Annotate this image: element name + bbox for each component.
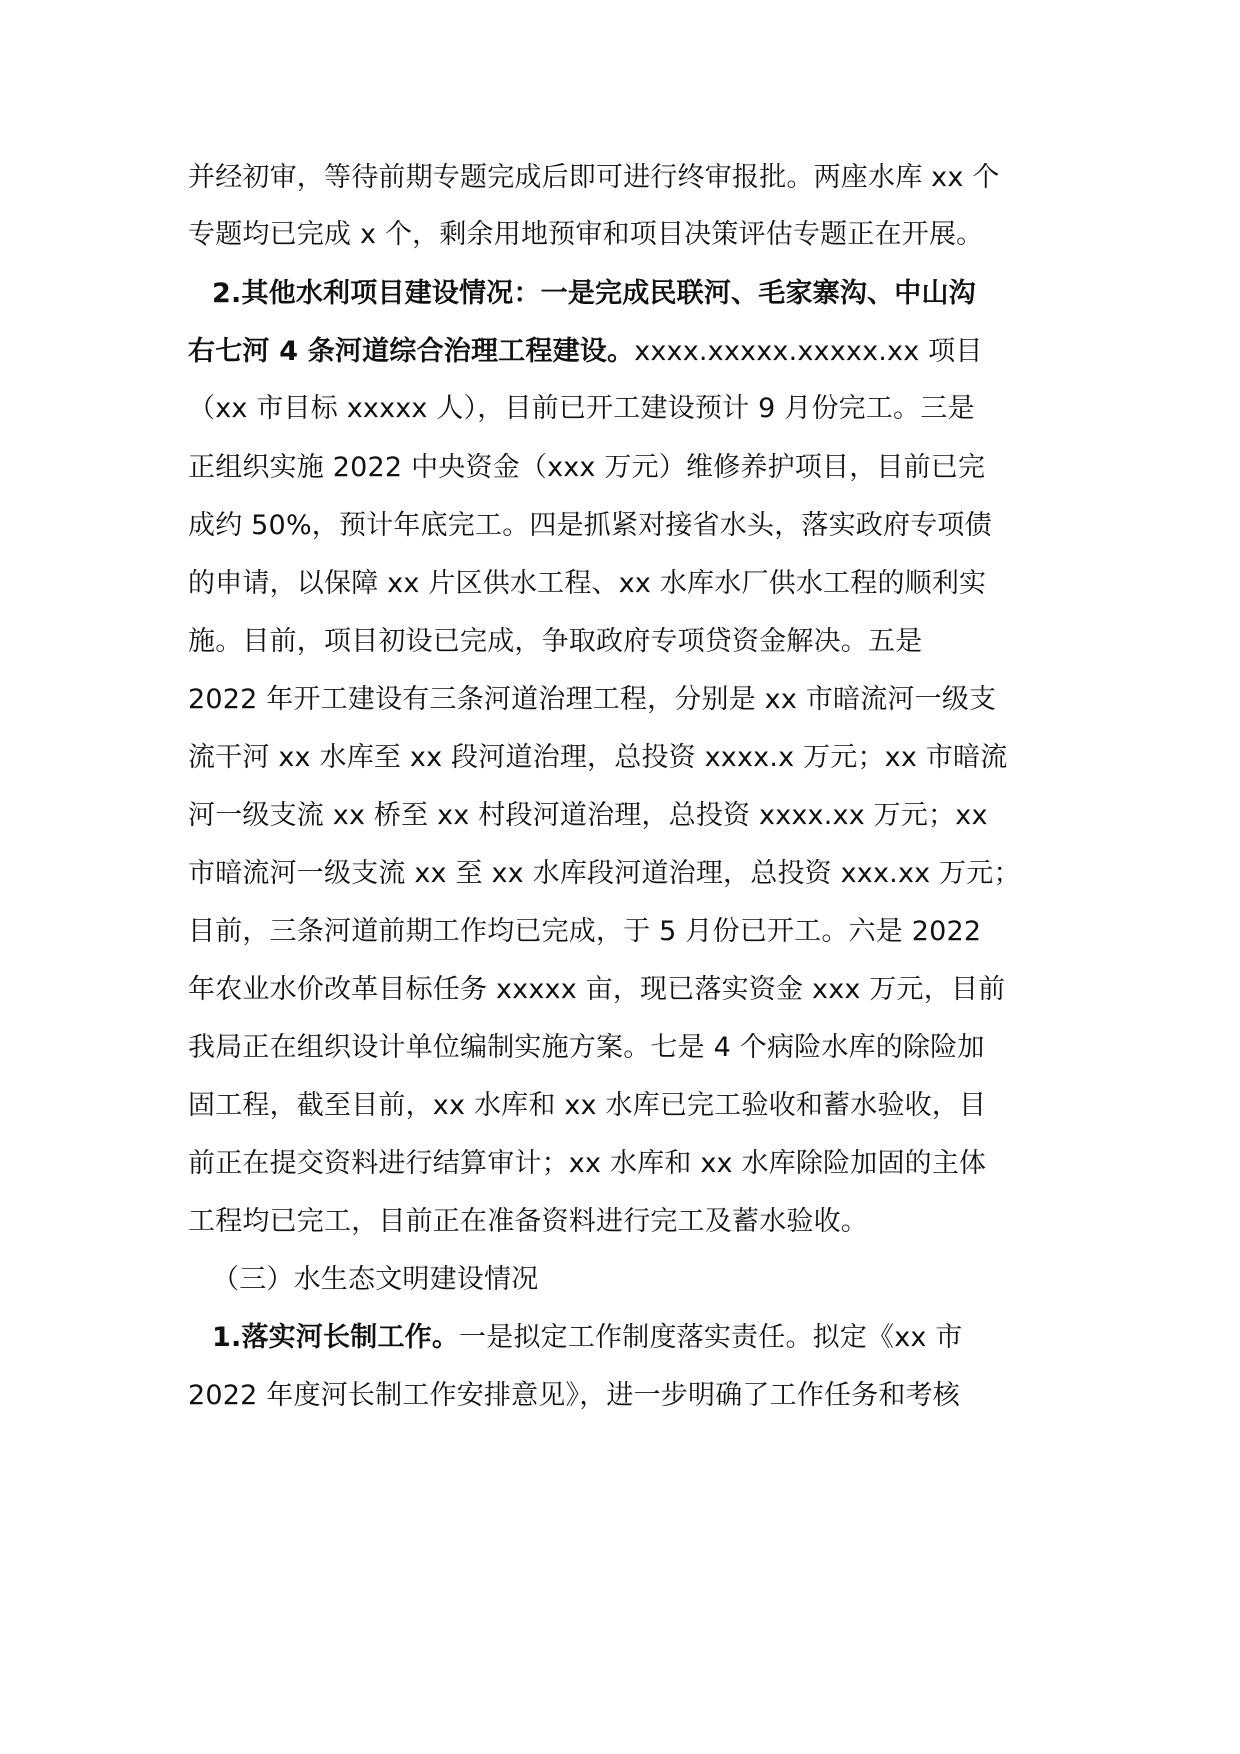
- paragraph-line-13: 市暗流河一级支流 xx 至 xx 水库段河道治理，总投资 xxx.xx 万元；: [188, 858, 1021, 889]
- paragraph-line-7: 成约 50%，预计年底完工。四是抓紧对接省水头，落实政府专项债: [188, 510, 992, 541]
- paragraph-line-9: 施。目前，项目初设已完成，争取政府专项贷资金解决。五是: [188, 626, 923, 657]
- paragraph-line-8: 的申请，以保障 xx 片区供水工程、xx 水库水厂供水工程的顺利实: [188, 568, 987, 599]
- paragraph-line-18: 前正在提交资料进行结算审计；xx 水库和 xx 水库除险加固的主体: [188, 1148, 987, 1179]
- paragraph-line-15: 年农业水价改革目标任务 xxxxx 亩，现已落实资金 xxx 万元，目前: [188, 974, 1006, 1005]
- paragraph-line-22: 2022 年度河长制工作安排意见》，进一步明确了工作任务和考核: [188, 1380, 960, 1411]
- body-text: xxxx.xxxxx.xxxxx.xx 项目: [634, 336, 983, 367]
- paragraph-line-16: 我局正在组织设计单位编制实施方案。七是 4 个病险水库的除险加: [188, 1032, 985, 1063]
- paragraph-line-1: 并经初审，等待前期专题完成后即可进行终审报批。两座水库 xx 个: [188, 162, 1000, 193]
- bold-lead-text: 右七河 4 条河道综合治理工程建设。: [188, 336, 635, 367]
- paragraph-line-5: （xx 市目标 xxxxx 人），目前已开工建设预计 9 月份完工。三是: [188, 393, 975, 424]
- bold-lead-text: 1.落实河长制工作。: [212, 1322, 460, 1353]
- section-heading-2: 2.其他水利项目建设情况：一是完成民联河、毛家寨沟、中山沟: [212, 278, 976, 309]
- paragraph-line-19: 工程均已完工，目前正在准备资料进行完工及蓄水验收。: [188, 1206, 868, 1237]
- paragraph-line-12: 河一级支流 xx 桥至 xx 村段河道治理，总投资 xxxx.xx 万元；xx: [188, 800, 988, 831]
- paragraph-line-10: 2022 年开工建设有三条河道治理工程，分别是 xx 市暗流河一级支: [188, 684, 997, 715]
- paragraph-line-11: 流干河 xx 水库至 xx 段河道治理，总投资 xxxx.x 万元；xx 市暗流: [188, 742, 1008, 773]
- paragraph-line-14: 目前，三条河道前期工作均已完成，于 5 月份已开工。六是 2022: [188, 916, 982, 947]
- paragraph-line-6: 正组织实施 2022 中央资金（xxx 万元）维修养护项目，目前已完: [188, 452, 986, 483]
- section-heading-3: （三）水生态文明建设情况: [212, 1264, 539, 1295]
- paragraph-line-4: [188, 334, 1068, 370]
- body-text: 一是拟定工作制度落实责任。拟定《xx 市: [459, 1322, 963, 1353]
- paragraph-line-17: 固工程，截至目前，xx 水库和 xx 水库已完工验收和蓄水验收，目: [188, 1090, 987, 1121]
- paragraph-line-21: [212, 1320, 1092, 1356]
- paragraph-line-2: 专题均已完成 x 个，剩余用地预审和项目决策评估专题正在开展。: [188, 219, 984, 250]
